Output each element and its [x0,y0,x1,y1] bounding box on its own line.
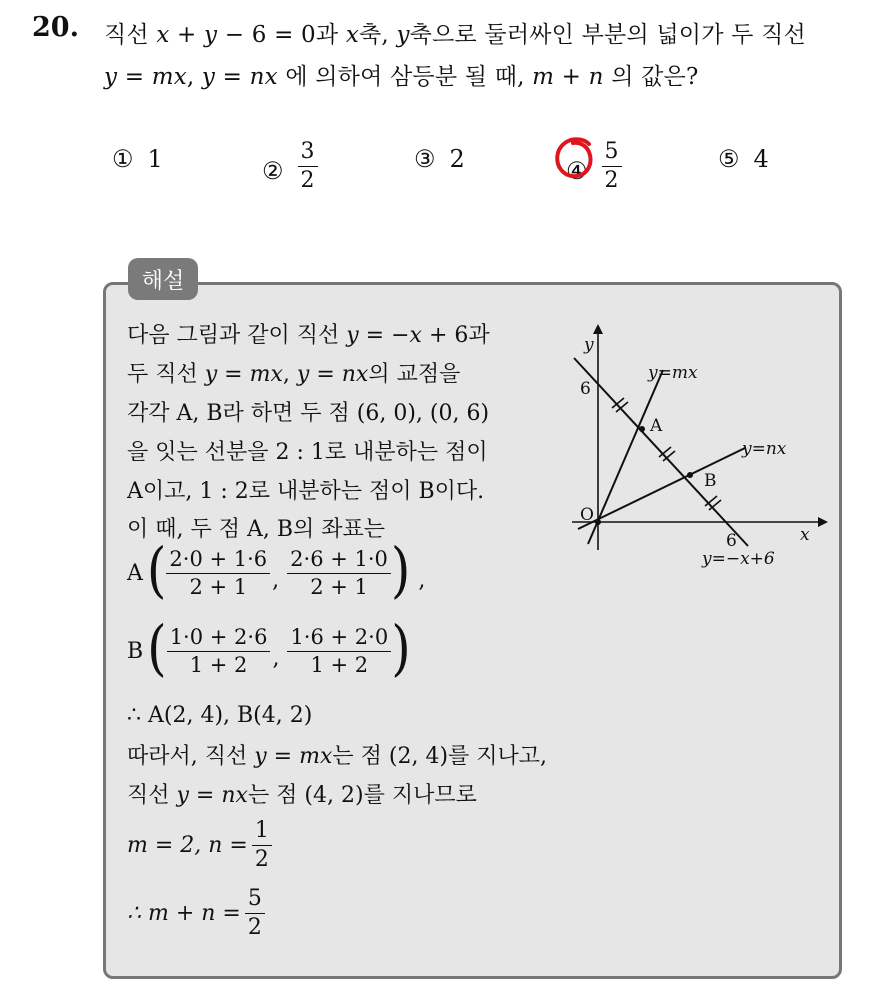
point-A [639,426,645,432]
solution-line-2: 두 직선 y = mx, y = nx의 교점을 [127,362,461,387]
question-number: 20. [32,12,79,43]
solution-tag: 해설 [128,258,198,300]
solution-line-13: ∴ m + n = $\frac{5}{2}$ [127,888,265,939]
label-B: B [704,471,717,491]
option-3[interactable] [414,145,465,173]
option-fraction: $\frac{5}{2}$ [602,141,622,192]
option-value: 1 [147,145,163,173]
solution-line-4: 을 잇는 선분을 2 : 1로 내분하는 점이 [127,440,488,465]
option-fraction: $\frac{3}{2}$ [298,141,318,192]
option-value: 4 [753,145,769,173]
x-axis-label: x [800,525,810,545]
solution-line-9: ∴ A(2, 4), B(4, 2) [127,703,313,728]
option-5[interactable] [718,145,769,173]
label-line-mx: y=mx [648,363,698,383]
solution-line-10: 따라서, 직선 y = mx는 점 (2, 4)를 지나고, [127,744,548,769]
solution-line-3: 각각 A, B라 하면 두 점 (6, 0), (0, 6) [127,401,490,426]
tick-x-6: 6 [726,531,737,551]
label-line-neg-x-plus-6: y=−x+6 [702,549,775,569]
point-B-formula: B ( $\frac{1\cdot 0 + 2\cdot 6}{1 + 2}$ , $\frac{1\cdot 6 + 2\cdot 0}{1 + 2}$ ) [127,613,411,683]
solution-line-5: A이고, 1 : 2로 내분하는 점이 B이다. [127,479,485,504]
solution-line-12: m = 2, n = $\frac{1}{2}$ [127,820,272,871]
option-2[interactable] [262,139,318,196]
option-mark: ④ [566,156,588,185]
origin-point [595,519,601,525]
question-text-line1: 직선 x + y − 6 = 0과 x축, y축으로 둘러싸인 부분의 넓이가 두 직선 [104,22,806,48]
solution-line-6: 이 때, 두 점 A, B의 좌표는 [127,517,386,542]
option-1[interactable] [112,145,163,173]
option-mark: ① [112,145,134,173]
option-mark: ② [262,156,284,185]
point-B [687,472,693,478]
label-A: A [650,416,663,436]
y-axis-label: y [584,335,594,355]
solution-line-11: 직선 y = nx는 점 (4, 2)를 지나므로 [127,783,477,808]
option-mark: ⑤ [718,145,740,173]
option-mark: ③ [414,145,436,173]
y-axis-arrow [593,324,603,334]
origin-label: O [580,505,594,525]
question-text-line2: y = mx, y = nx 에 의하여 삼등분 될 때, m + n 의 값은? [104,64,699,90]
coordinate-graph [560,320,830,580]
answer-circle-mark [553,134,599,182]
option-value: 2 [449,145,465,173]
x-axis-arrow [818,517,828,527]
solution-line-1: 다음 그림과 같이 직선 y = −x + 6과 [127,323,490,348]
point-A-formula: A ( $\frac{2\cdot 0 + 1\cdot 6}{2 + 1}$ , $\frac{2\cdot 6 + 1\cdot 0}{2 + 1}$ ) , [127,535,426,605]
tick-y-6: 6 [580,379,591,399]
label-line-nx: y=nx [742,439,787,459]
